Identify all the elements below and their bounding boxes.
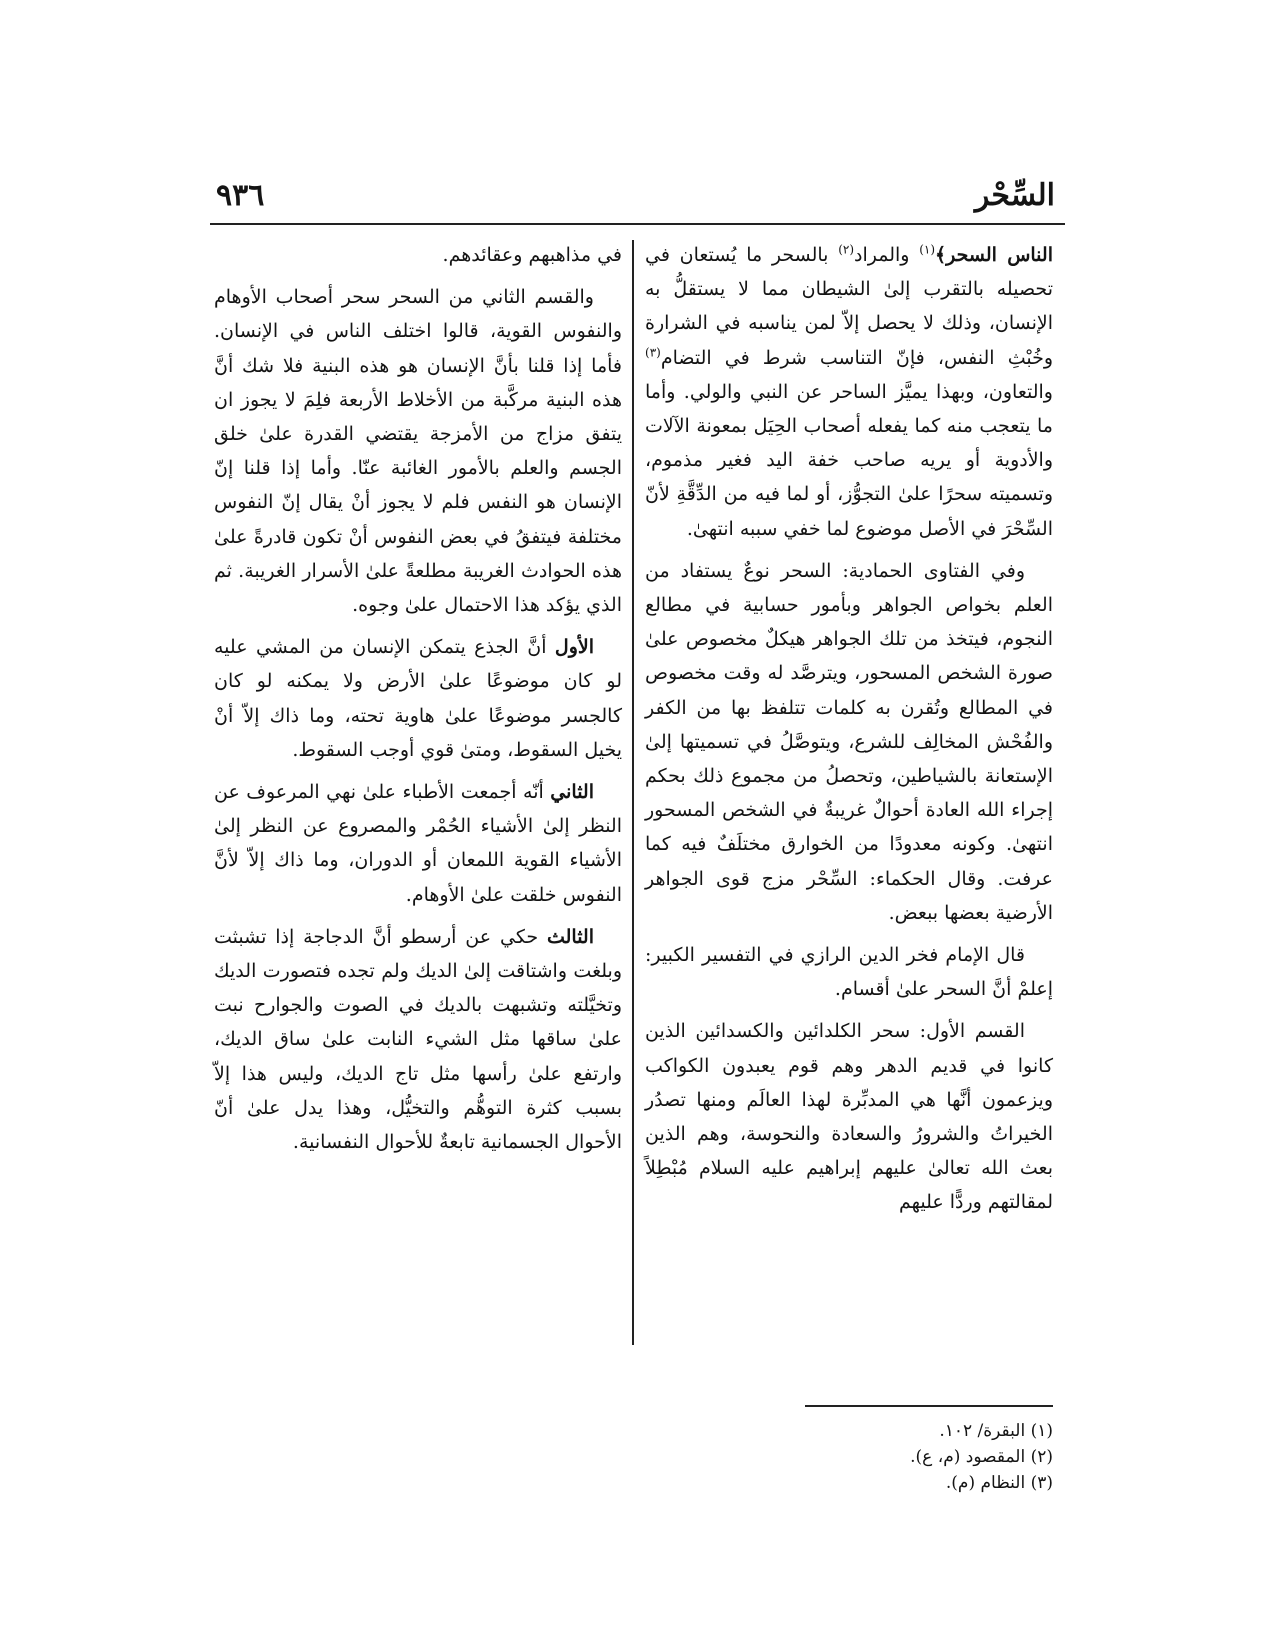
footnote: (١) البقرة/ ١٠٢. bbox=[939, 1421, 1053, 1441]
page-number: ٩٣٦ bbox=[216, 178, 265, 213]
footnotes bbox=[633, 1418, 1053, 1496]
column-divider bbox=[632, 240, 634, 1345]
paragraph bbox=[214, 775, 622, 912]
paragraph-text: والمراد bbox=[854, 244, 920, 266]
running-head-title: السِّحْر bbox=[974, 178, 1055, 213]
point-heading: الأول bbox=[554, 636, 594, 659]
paragraph-text: أنّه أجمعت الأطباء علىٰ نهي المرعوف عن النظر إلىٰ الأشياء الحُمْر والمصروع عن النظر إلىٰ الأشياء القوية اللمعان أو الدوران، وما ذاك إلاّ لأنَّ النفوس خلقت علىٰ الأوهام. bbox=[214, 781, 622, 906]
paragraph: قال الإمام فخر الدين الرازي في التفسير الكبير: إعلمْ أنَّ السحر علىٰ أقسام. bbox=[645, 944, 1053, 1001]
header-rule bbox=[210, 223, 1065, 225]
footnote-ref: (٢) bbox=[838, 242, 855, 257]
paragraph-text: حكي عن أرسطو أنَّ الدجاجة إذا تشبثت وبلغت واشتاقت إلىٰ الديك ولم تجده فتصورت الديك وتخيَّلته وتشبهت بالديك في الصوت والجوارح نبت علىٰ ساقها مثل الشيء النابت علىٰ ساق الديك، وارتفع علىٰ رأسها مثل تاج الديك، وليس هذا إلاّ بسبب كثرة التوهُّم والتخيُّل، وهذا يدل علىٰ أنّ الأحوال الجسمانية تابعةٌ للأحوال النفسانية. bbox=[214, 925, 622, 1154]
paragraph-text: بالسحر ما يُستعان في تحصيله بالتقرب إلىٰ الشيطان مما لا يستقلُّ به الإنسان، وذلك لا يحصل إلاّ لمن يناسبه في الشرارة وخُبْثِ النفس، فإنّ التناسب شرط في التضام bbox=[645, 244, 1053, 369]
point-heading: الثاني bbox=[550, 781, 594, 804]
paragraph: والقسم الثاني من السحر سحر أصحاب الأوهام والنفوس القوية، قالوا اختلف الناس في الإنسان. فأما إذا قلنا بأنَّ الإنسان هو هذه البنية فلا شك أنَّ هذه البنية مركَّبة من الأخلاط الأربعة فلِمَ لا يجوز ان يتفق مزاج من الأمزجة يقتضي القدرة علىٰ خلق الجسم والعلم بالأمور الغائبة عنّا. وأما إذا قلنا إنّ الإنسان هو النفس فلم لا يجوز أنْ يقال إنّ النفوس مختلفة فيتفقُ في بعض النفوس أنْ تكون قادرةً علىٰ هذه الحوادث الغريبة مطلعةً علىٰ الأسرار الغريبة. ثم الذي يؤكد هذا الاحتمال علىٰ وجوه. bbox=[214, 286, 622, 617]
footnote: (٣) النظام (م). bbox=[945, 1473, 1053, 1493]
point-heading: الثالث bbox=[546, 925, 594, 948]
paragraph: في مذاهبهم وعقائدهم. bbox=[442, 244, 622, 266]
footnote-ref: (٣) bbox=[645, 345, 661, 360]
paragraph-text: والتعاون، وبهذا يميَّز الساحر عن النبي والولي. وأما ما يتعجب منه كما يفعله أصحاب الحِيَل بمعونة الآلات والأدوية أو يريه صاحب خفة اليد فغير مذموم، وتسميته سحرًا علىٰ التجوُّز، أو لما فيه من الدِّقَّةِ لأنّ السِّحْرَ في الأصل موضوع لما خفي سببه انتهىٰ. bbox=[645, 380, 1053, 540]
paragraph bbox=[214, 630, 622, 767]
paragraph: وفي الفتاوى الحمادية: السحر نوعٌ يستفاد من العلم بخواص الجواهر وبأمور حسابية في مطالع النجوم، فيتخذ من تلك الجواهر هيكلٌ مخصوص علىٰ صورة الشخص المسحور، ويترصَّد له وقت مخصوص في المطالع وتُقرن به كلمات تتلفظ بها من الكفر والفُحْش المخالِف للشرع، ويتوصَّلُ في تسميتها إلىٰ الإستعانة بالشياطين، وتحصلُ من مجموع ذلك بحكم إجراء الله العادة أحوالٌ غريبةٌ في الشخص المسحور انتهىٰ. وكونه معدودًا من الخوارق مختلَفٌ فيه كما عرفت. وقال الحكماء: السِّحْر مزج قوى الجواهر الأرضية بعضها ببعض. bbox=[645, 559, 1053, 924]
footnote-ref: (١) bbox=[919, 242, 936, 257]
right-column bbox=[645, 238, 1053, 1228]
quoted-verse-end: الناس السحر﴾ bbox=[935, 244, 1053, 266]
footnote-rule bbox=[805, 1405, 1053, 1407]
paragraph: القسم الأول: سحر الكلدائين والكسدائين الذين كانوا في قديم الدهر وهم قوم يعبدون الكواكب ويزعمون أنَّها هي المدبِّرة لهذا العالَم ومنها تصدُر الخيراتُ والشرورُ والسعادة والنحوسة، وهم الذين بعث الله تعالىٰ عليهم إبراهيم عليه السلام مُبْطِلاً لمقالتهم وردًّا عليهم bbox=[645, 1020, 1053, 1214]
paragraph-text: أنَّ الجذع يتمكن الإنسان من المشي عليه لو كان موضوعًا علىٰ الأرض ولا يمكنه لو كان كالجسر موضوعًا علىٰ هاوية تحته، وما ذاك إلاّ أنْ يخيل السقوط، ومتىٰ قوي أوجب السقوط. bbox=[214, 636, 622, 761]
paragraph bbox=[645, 238, 1053, 546]
left-column bbox=[214, 238, 622, 1167]
footnote: (٢) المقصود (م، ع). bbox=[910, 1447, 1053, 1467]
paragraph bbox=[214, 920, 622, 1159]
